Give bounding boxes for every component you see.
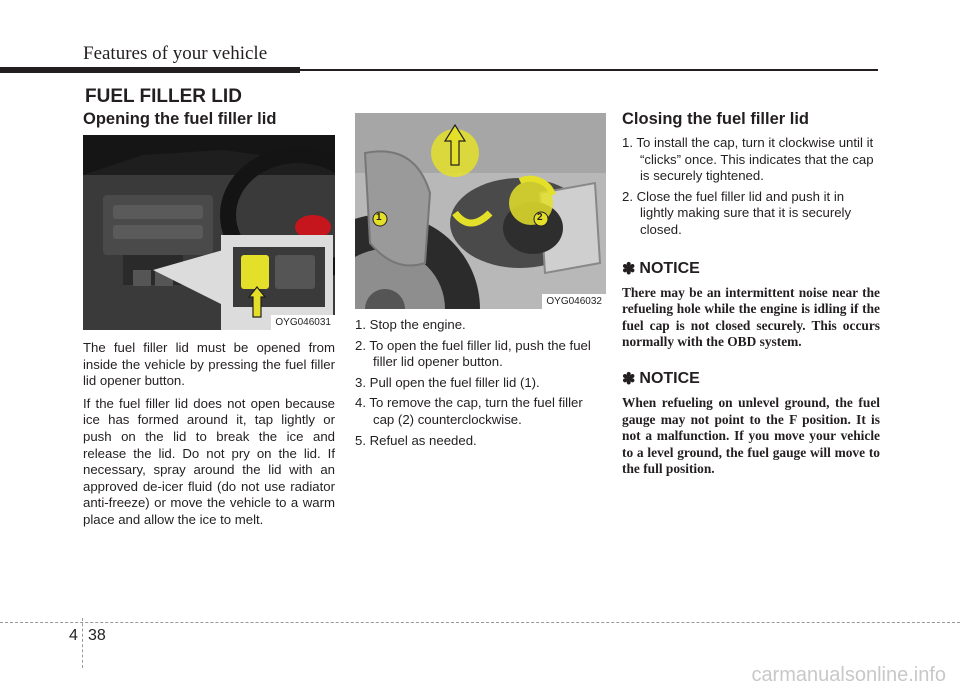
list-item: 1. To install the cap, turn it clockwise until it “clicks” once. This indicates that the cap is securely tightened. xyxy=(622,135,874,184)
header-rule-thick xyxy=(0,67,300,73)
closing-steps-list xyxy=(622,135,880,239)
list-item: 2. Close the fuel filler lid and push it in lightly making sure that it is securely closed. xyxy=(622,188,852,237)
footer-divider xyxy=(82,618,83,668)
callout-2: 2 xyxy=(537,212,543,223)
notice-heading-1 xyxy=(622,259,880,279)
steps-column xyxy=(355,113,606,453)
opening-paragraph-2: If the fuel filler lid does not open because ice has formed around it, tap lightly or push on the lid to break the ice and release the lid. Do not pry on the lid. If necessary, spray around the lid with an approved de-icer fluid (do not use radiator anti-freeze) or move the vehicle to a warm place and allow the ice to melt. xyxy=(83,395,335,527)
callout-1: 1 xyxy=(376,212,382,223)
page-number: 38 xyxy=(88,627,106,644)
fuel-cap-illustration xyxy=(355,113,606,309)
notice-star-icon: ✽ xyxy=(622,370,636,388)
notice-body-1: There may be an intermittent noise near the refueling hole while the engine is idling if the fuel cap is not closed securely. This occurs normally with the OBD system. xyxy=(622,284,880,350)
dashboard-photo xyxy=(83,135,335,330)
notice-title: NOTICE xyxy=(639,259,700,277)
opening-steps-list xyxy=(355,317,606,449)
chapter-number: 4 xyxy=(69,627,78,644)
opening-column xyxy=(83,110,335,535)
footer-rule xyxy=(0,622,960,623)
header-rule-thin xyxy=(300,69,878,71)
notice-star-icon: ✽ xyxy=(622,260,636,278)
list-item: 4. To remove the cap, turn the fuel filler cap (2) counterclockwise. xyxy=(355,395,583,427)
notice-body-2: When refueling on unlevel ground, the fuel gauge may not point to the F position. It is not a malfunction. If you move your vehicle to a level ground, the fuel gauge will move to the full position. xyxy=(622,394,880,477)
image-code-1: OYG046031 xyxy=(271,315,335,330)
watermark: carmanualsonline.info xyxy=(751,664,946,686)
opening-paragraph-1: The fuel filler lid must be opened from inside the vehicle by pressing the fuel filler lid opener button. xyxy=(83,340,335,389)
header-title: Features of your vehicle xyxy=(83,43,268,64)
list-item: 1. Stop the engine. xyxy=(355,317,466,332)
list-item: 2. To open the fuel filler lid, push the fuel filler lid opener button. xyxy=(355,337,591,370)
dashboard-illustration xyxy=(83,135,335,330)
fuel-cap-photo xyxy=(355,113,606,309)
notice-title: NOTICE xyxy=(639,369,700,387)
closing-heading: Closing the fuel filler lid xyxy=(622,110,810,128)
list-item: 5. Refuel as needed. xyxy=(355,432,477,448)
list-item: 3. Pull open the fuel filler lid (1). xyxy=(355,374,540,390)
notice-heading-2 xyxy=(622,369,880,389)
image-code-2: OYG046032 xyxy=(542,294,606,309)
closing-column xyxy=(622,110,880,478)
opening-heading: Opening the fuel filler lid xyxy=(83,110,277,128)
section-title: FUEL FILLER LID xyxy=(85,86,242,107)
